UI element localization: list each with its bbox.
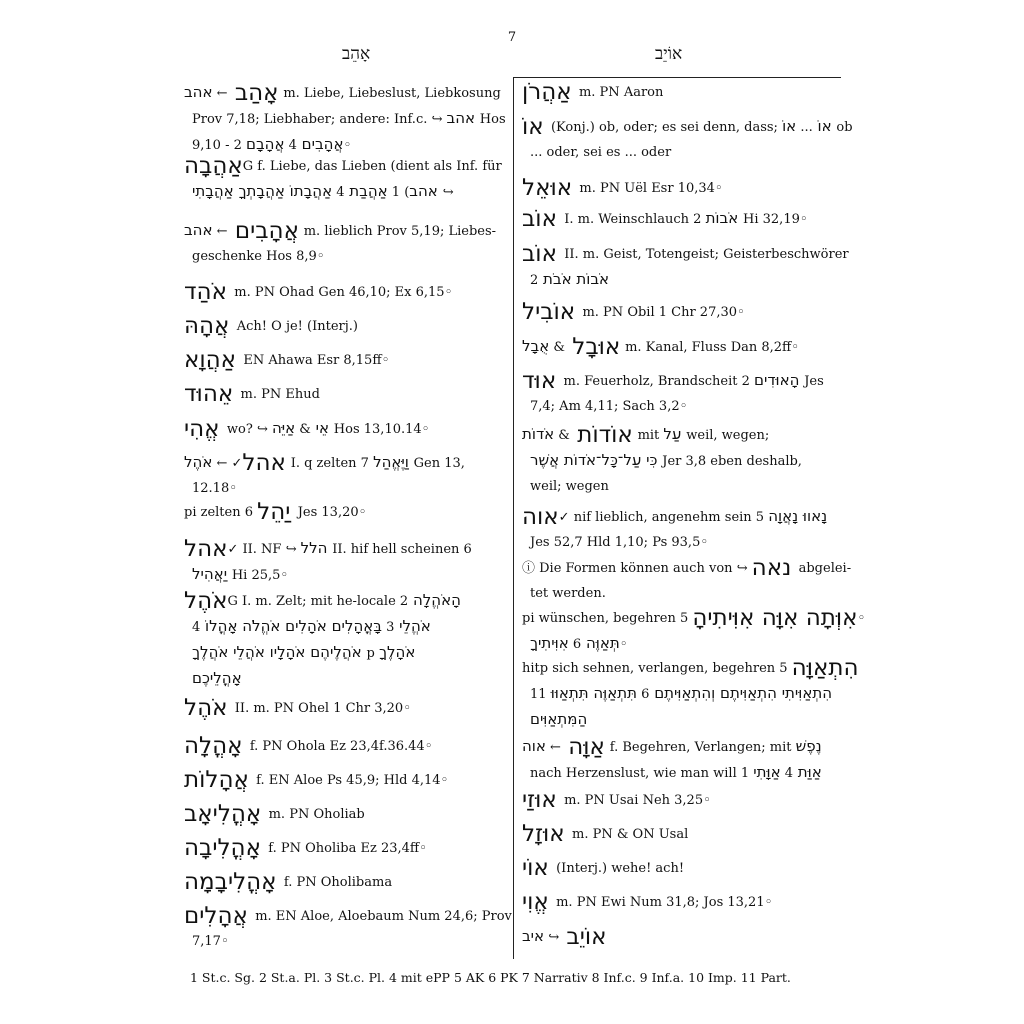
running-head-right: אוֹיֵב <box>655 44 683 64</box>
hebrew-text: אֹהֶל <box>184 588 228 614</box>
hebrew-text: נָאווּ נָאֲוָה <box>768 507 828 525</box>
hebrew-text: אֹדוֹת <box>522 425 638 443</box>
hebrew-text: אוה <box>522 504 559 530</box>
column-divider <box>513 77 514 959</box>
entry-line: אוֹדוֹת & אֹדוֹת mit עַל weil, wegen; <box>522 422 770 448</box>
hebrew-text: אֲהָלוֹת <box>184 767 257 793</box>
dictionary-entry <box>522 504 840 555</box>
hebrew-text: אֱוִי <box>522 889 557 915</box>
dictionary-entry <box>184 768 504 793</box>
entry-line: אֹהֶלG I. m. Zelt; mit he-locale הָאֹהֱלָה 2 <box>184 588 461 614</box>
hebrew-text: אוֹדוֹת <box>569 422 633 448</box>
hebrew-text: אֲהָבִים <box>296 135 344 153</box>
hebrew-text: יַאֲהִיל <box>192 565 232 583</box>
hebrew-text: אוּזָל <box>522 821 572 847</box>
entry-line: geschenke Hos 8,9◦ <box>192 249 325 264</box>
hebrew-text: אוה <box>522 737 610 755</box>
dictionary-entry <box>522 555 852 606</box>
hebrew-text: אֹהַד <box>184 279 235 305</box>
hebrew-text: אהב <box>409 182 438 200</box>
hebrew-text: יַהֵל <box>257 499 298 525</box>
entry-line: אָהַב ← אהב m. Liebe, Liebeslust, Liebkosung <box>184 80 501 106</box>
entry-line <box>184 666 504 692</box>
hebrew-text: אַוַּת <box>793 763 822 781</box>
entry-line: אֱהִי wo? ↪ אֵי & אַיֵּה Hos 13,10.14◦ <box>184 416 430 442</box>
entry-line: אהל✓ II. NF ↪ הלל II. hif hell scheinen 6 <box>184 536 472 562</box>
entry-line: אהל✓ ← אֹהֶל I. q zelten 7 וַיֶּאֱהַל Gen 13, <box>184 450 465 476</box>
hebrew-text: הַמִּתְאַוִּים <box>530 710 588 728</box>
dictionary-entry <box>184 536 504 588</box>
dictionary-entry <box>184 416 504 442</box>
hebrew-text: הִתְאַוִּיתִי הִתְאַוִּיתֶם וְהִתְאַוִּיתֶם <box>649 684 833 702</box>
entry-line: אָהֳלָה f. PN Ohola Ez 23,4f.36.44◦ <box>184 733 433 759</box>
entry-line: כִּי עַל־כָּל־אֹדוֹת אֲשֶׁר Jer 3,8 eben deshalb, <box>530 451 802 469</box>
dictionary-entry <box>522 890 840 915</box>
entry-line: אוּזָל m. PN & ON Usal <box>522 821 689 847</box>
hebrew-text: אהל <box>184 536 228 562</box>
dictionary-entry <box>184 382 504 407</box>
hebrew-text: אהב <box>184 221 304 239</box>
entry-line: hitp sich sehnen, verlangen, begehren 5 הִתְאַוָּה <box>522 655 859 681</box>
dictionary-entry <box>522 924 840 950</box>
entry-line: אוּזַי m. PN Usai Neh 3,25◦ <box>522 787 711 813</box>
hebrew-text: אוֹיֵב <box>559 924 607 950</box>
hebrew-text: אַיֵּה <box>271 419 334 437</box>
hebrew-text: כִּי עַל־כָּל־אֹדוֹת אֲשֶׁר <box>530 451 663 469</box>
entry-line: Prov 7,18; Liebhaber; andere: Inf.c. ↪ אהב Hos <box>192 109 506 127</box>
running-head-left: אָהֵב <box>342 44 371 64</box>
hebrew-text: אוֹבִיל <box>522 299 583 325</box>
hebrew-text: אָהֳלִיבָמָה <box>184 869 284 895</box>
hebrew-text: נֶפֶשׁ <box>795 737 822 755</box>
entry-line: Jes 52,7 Hld 1,10; Ps 93,5◦ <box>530 535 709 550</box>
entry-line: pi zelten 6 יַהֵל Jes 13,20◦ <box>184 499 367 525</box>
hebrew-text: אוֹ <box>522 114 551 140</box>
entry-line: אֹהֱלֵי 3 בָּאֳהָלִים אֹהָלִים אֹהֱלֹה אָהֳלוֹ 4 <box>192 617 431 635</box>
hebrew-text: עַל <box>663 425 687 443</box>
dictionary-entry <box>184 836 504 861</box>
entry-line: יַאֲהִיל Hi 25,5◦ <box>192 565 289 583</box>
dictionary-entry <box>184 696 504 721</box>
hebrew-text: אִוְּתָה אִוָּה אִוִּיתִיהָ <box>692 605 858 631</box>
entry-line: 11 הִתְאַוִּיתִי הִתְאַוִּיתֶם וְהִתְאַוִּיתֶם 6 תִּתְאַוֶּה תִּתְאַוּוּ <box>530 684 833 702</box>
entry-line: תְּאַוֶּה 6 אִוִּיתִיךָ ◦ <box>530 634 628 652</box>
dictionary-entry <box>522 334 840 360</box>
entry-line: אֹהֶל II. m. PN Ohel 1 Chr 3,20◦ <box>184 695 411 721</box>
hebrew-text: נאה <box>751 555 799 581</box>
dictionary-entry <box>522 734 840 786</box>
dictionary-entry <box>184 314 504 339</box>
hebrew-text: אֹהָלֶךָ <box>378 643 416 661</box>
entry-line: ⓘ Die Formen können auch von ↪ נאה abgelei- <box>522 555 852 581</box>
entry-line: אוּבָל & אֻבָל m. Kanal, Fluss Dan 8,2ff◦ <box>522 334 799 360</box>
entry-line: אַהֲרֹן m. PN Aaron <box>522 79 664 105</box>
hebrew-text: אֹבוֹת אֹבֹת <box>538 270 610 288</box>
hebrew-text: הִתְאַוָּה <box>791 655 859 681</box>
entry-line: ... oder, sei es ... oder <box>530 145 672 160</box>
hebrew-text: אָהֳלָה <box>184 733 250 759</box>
hebrew-text: אֹבוֹת <box>705 209 744 227</box>
hebrew-text: אֹהֶל <box>184 453 291 471</box>
entry-line: אוֹ (Konj.) ob, oder; es sei denn, dass; אוֹ ... אוֹ ob <box>522 114 853 140</box>
hebrew-text: אַהֲרֹן <box>522 79 579 105</box>
entry-line: 12.18◦ <box>192 481 237 496</box>
hebrew-text: אוּד <box>522 368 564 394</box>
entry-line: אַהֲבָהG f. Liebe, das Lieben (dient als Inf. für <box>184 153 502 179</box>
hebrew-text: אָהֳלִיאָב <box>184 801 269 827</box>
dictionary-entry <box>522 788 840 813</box>
hebrew-text: וַיֶּאֱהַל <box>373 453 414 471</box>
dictionary-entry <box>184 802 504 827</box>
dictionary-entry <box>522 368 840 419</box>
dictionary-entry <box>522 655 859 733</box>
entry-line: 7,17◦ <box>192 934 229 949</box>
hebrew-text: אֵי <box>310 419 330 437</box>
hebrew-text: אַוָּתִי <box>753 763 781 781</box>
hebrew-text: אהב <box>446 109 480 127</box>
dictionary-entry <box>184 348 504 373</box>
entry-line: pi wünschen, begehren 5 אִוְּתָה אִוָּה אִוִּיתִיהָ◦ <box>522 605 866 631</box>
entry-line: אֲהָהּ Ach! O je! (Interj.) <box>184 313 358 339</box>
hebrew-text: אַהֲוָא <box>184 347 244 373</box>
hebrew-text: אהב <box>184 83 284 101</box>
hebrew-text: הלל <box>300 539 333 557</box>
entry-line: אוֹב I. m. Weinschlauch 2 אֹבוֹת Hi 32,19◦ <box>522 206 808 232</box>
entry-line: אֲהָבִים ← אהב m. lieblich Prov 5,19; Liebes- <box>184 218 497 244</box>
hebrew-text: אֹהֶל <box>184 695 235 721</box>
dictionary-entry <box>184 734 504 759</box>
entry-line: אוּאֵל m. PN Uël Esr 10,34◦ <box>522 175 723 201</box>
entry-line: אֹהֲלֶיהֶם אֹהָלָיו אֹהֲלֵי אֹהֲלֶךָ p אֹהָלֶךָ <box>192 643 416 661</box>
hebrew-text: אֹהֱלֵי <box>394 617 431 635</box>
dictionary-entry <box>522 422 840 499</box>
dictionary-entry <box>184 154 504 205</box>
hebrew-text: אֻבָל <box>522 337 626 355</box>
dictionary-entry <box>184 870 504 895</box>
entry-line: nach Herzenslust, wie man will 1 אַוַּת 4 אַוָּתִי <box>530 763 822 781</box>
hebrew-text: אוֹ <box>812 117 832 135</box>
dictionary-entry <box>522 206 840 232</box>
entry-line: אוֹבִיל m. PN Obil 1 Chr 27,30◦ <box>522 299 745 325</box>
dictionary-entry <box>522 856 840 881</box>
hebrew-text: אֲהָבָם <box>246 135 285 153</box>
entry-line <box>522 707 840 733</box>
entry-line: אֹהַד m. PN Ohad Gen 46,10; Ex 6,15◦ <box>184 279 453 305</box>
dictionary-entry <box>522 176 840 201</box>
hebrew-text: אַוָּה <box>560 734 605 760</box>
hebrew-text: אֲהָהּ <box>184 313 237 339</box>
hebrew-text: אהל <box>242 450 286 476</box>
entry-line: אֲהָלוֹת f. EN Aloe Ps 45,9; Hld 4,14◦ <box>184 767 449 793</box>
hebrew-text: אוֹב <box>522 206 565 232</box>
hebrew-text: אֹהֲלֶיהֶם אֹהָלָיו אֹהֲלֵי אֹהֲלֶךָ <box>192 643 367 661</box>
entry-line: אָהֳלִיבָמָה f. PN Oholibama <box>184 869 393 895</box>
entry-line: אֱוִי m. PN Ewi Num 31,8; Jos 13,21◦ <box>522 889 773 915</box>
hebrew-text: אוֹב <box>522 241 565 267</box>
dictionary-entry <box>184 500 504 525</box>
dictionary-entry <box>522 241 849 293</box>
entry-line: אוּד m. Feuerholz, Brandscheit 2 הָאוּדִים Jes <box>522 368 824 394</box>
entry-line: אַהֲוָא EN Ahawa Esr 8,15ff◦ <box>184 347 390 373</box>
hebrew-text: תִּתְאַוֶּה תִּתְאַוּוּ <box>550 684 638 702</box>
header-rule <box>513 77 841 78</box>
dictionary-entry <box>184 450 504 501</box>
hebrew-text: אוּאֵל <box>522 175 580 201</box>
dictionary-entry <box>184 80 504 158</box>
dictionary-entry <box>522 114 853 165</box>
hebrew-text: אֱהִי <box>184 416 227 442</box>
entry-line: 9,10 - 2 אֲהָבִים 4 אֲהָבָם ◦ <box>192 135 352 153</box>
hebrew-text: הָאוּדִים <box>754 371 805 389</box>
entry-line: אַוָּה ← אוה f. Begehren, Verlangen; mit נֶפֶשׁ <box>522 734 822 760</box>
hebrew-text: אֲהָבִים <box>227 218 299 244</box>
hebrew-text: אוּזַי <box>522 787 565 813</box>
entry-line: tet werden. <box>530 586 606 601</box>
entry-line: אֹבוֹת אֹבֹת 2 <box>530 270 610 288</box>
entry-line: אָהֳלִיאָב m. PN Oholiab <box>184 801 365 827</box>
entry-line: אוֹב II. m. Geist, Totengeist; Geisterbeschwörer <box>522 241 849 267</box>
abbreviation-legend: 1 St.c. Sg. 2 St.a. Pl. 3 St.c. Pl. 4 mit ePP 5 AK 6 PK 7 Narrativ 8 Inf.c. 9 Inf.a. 10 Imp. 11 Part. <box>190 970 791 985</box>
entry-line: אוה✓ nif lieblich, angenehm sein 5 נָאווּ נָאֲוָה <box>522 504 828 530</box>
hebrew-text: הָאֹהֱלָה <box>408 591 461 609</box>
hebrew-text: אוּבָל <box>564 334 621 360</box>
dictionary-entry <box>522 300 840 325</box>
dictionary-entry <box>184 903 512 954</box>
hebrew-text: בָּאֳהָלִים אֹהָלִים אֹהֱלֹה אָהֳלוֹ <box>200 617 382 635</box>
hebrew-text: אָהֳלִיבָה <box>184 835 269 861</box>
hebrew-text: איב <box>522 927 545 945</box>
hebrew-text: אוֹי <box>522 855 557 881</box>
entry-line: אֵהוּד m. PN Ehud <box>184 381 320 407</box>
entry-line: אָהֳלִיבָה f. PN Oholiba Ez 23,4ff◦ <box>184 835 427 861</box>
dictionary-entry <box>184 218 504 269</box>
entry-line: אהב) 1 אַהֲבַת 4 אַהֲבָתוֹ אַהֲבָתְךָ אַהֲבָתִי ↪ <box>192 182 454 200</box>
page-number: 7 <box>507 30 517 45</box>
hebrew-text: אַהֲבָתוֹ אַהֲבָתְךָ אַהֲבָתִי <box>192 182 443 200</box>
hebrew-text: אִוִּיתִיךָ <box>530 634 569 652</box>
hebrew-text: אֵהוּד <box>184 381 241 407</box>
entry-line: אוֹיֵב ↪ איב <box>522 924 607 950</box>
entry-line: weil; wegen <box>530 479 609 494</box>
dictionary-entry <box>522 605 866 657</box>
hebrew-text: אוֹ <box>782 117 837 135</box>
entry-line: 7,4; Am 4,11; Sach 3,2◦ <box>530 399 688 414</box>
dictionary-entry <box>184 588 504 692</box>
hebrew-text: אָהֳלֵיכֶם <box>192 669 242 687</box>
hebrew-text: אָהַב <box>227 80 279 106</box>
entry-line: אוֹי (Interj.) wehe! ach! <box>522 855 685 881</box>
hebrew-text: אַהֲבַת <box>344 182 388 200</box>
hebrew-text: אַהֲבָה <box>184 153 243 179</box>
dictionary-entry <box>522 80 840 105</box>
entry-line: אֲהָלִים m. EN Aloe, Aloebaum Num 24,6; Prov <box>184 903 512 929</box>
dictionary-entry <box>184 280 504 305</box>
hebrew-text: תְּאַוֶּה <box>581 634 620 652</box>
dictionary-entry <box>522 822 840 847</box>
hebrew-text: אֲהָלִים <box>184 903 256 929</box>
